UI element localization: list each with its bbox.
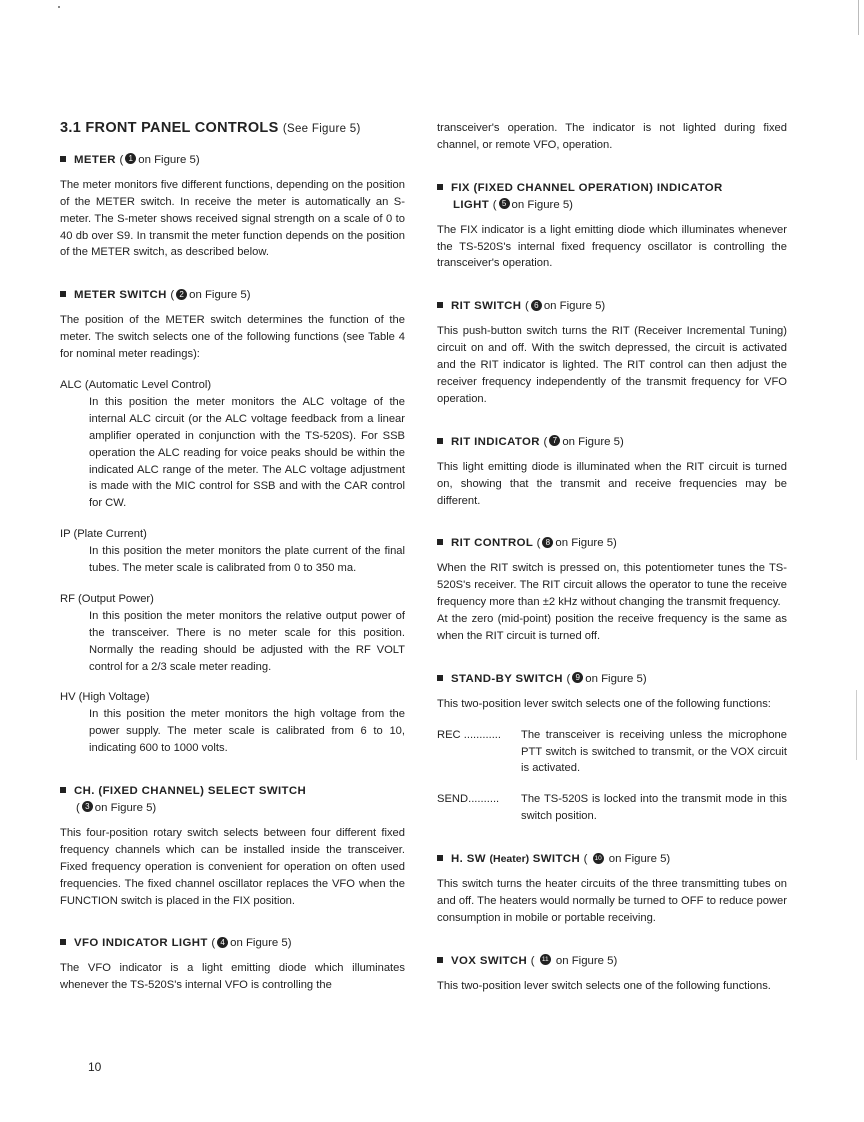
callout-number-icon: 1 [125, 153, 136, 164]
send-value: The TS-520S is locked into the transmit mode in this switch position. [521, 793, 787, 823]
bullet-icon [60, 291, 66, 297]
scan-edge-line [856, 690, 857, 760]
meter-body: The meter monitors five different functions, depending on the position of the METER switch. In receive the meter is automatically an S-meter. The S-meter shows received signal strength on a scale of 0 to 40 db over S9. In transmit the meter function depends on the position of the METER switch, as described below. [60, 178, 405, 259]
bullet-icon [437, 438, 443, 444]
heading-ref: on Figure 5) [94, 802, 157, 814]
bullet-icon [437, 184, 443, 190]
ip-body: In this position the meter monitors the plate current of the final tubes. The meter scale is calibrated from 0 to 350 ma. [89, 545, 405, 575]
heading-ref: on Figure 5) [555, 954, 618, 967]
vfo-light-heading: VFO INDICATOR LIGHT ( 4 on Figure 5) [60, 935, 405, 952]
rf-body: In this position the meter monitors the relative output power of the transceiver. There is no meter scale for this position. Normally the reading should be adjusted with the RF VOLT control for a 2/3 scale meter reading. [89, 609, 405, 673]
callout-number-icon: 10 [594, 854, 602, 862]
rf-term: RF (Output Power) [60, 592, 154, 605]
heater-body: This switch turns the heater circuits of the three transmitting tubes on and off. The heaters would normally be turned to OFF to reduce power consumption in mobile or portable receiving. [437, 878, 787, 924]
heading-text: RIT INDICATOR [451, 435, 540, 448]
heading-ref: on Figure 5) [585, 672, 647, 685]
alc-body: In this position the meter monitors the ALC voltage of the internal ALC circuit (or the ALC voltage feedback from a linear amplifier operated in conjunction with the TS-520S). For SSB operation the ALC reading for voice peaks should be within the indicated ALC range of the meter. The ALC voltage adjustment is made with the MIC control for SSB and with the CAR control for CW. [89, 395, 405, 510]
left-column [60, 120, 405, 994]
fix-light-body: The FIX indicator is a light emitting diode which illuminates whenever the TS-520S's internal fixed frequency oscillator is controlling the transceiver's operation. [437, 223, 787, 270]
heading-text: H. SW [451, 853, 486, 866]
scan-edge-line [858, 0, 859, 35]
ch-switch-heading: CH. (FIXED CHANNEL) SELECT SWITCH ( 3 on Figure 5) [60, 783, 405, 817]
standby-body: This two-position lever switch selects one of the following functions: [437, 697, 771, 710]
heading-ref: on Figure 5) [543, 300, 606, 313]
rit-control-heading: RIT CONTROL ( 8 on Figure 5) [437, 535, 787, 552]
callout-number-icon: 3 [82, 801, 93, 812]
section-title-text: 3.1 FRONT PANEL CONTROLS [60, 120, 279, 136]
callout-number-icon: 5 [499, 198, 510, 209]
scan-speck [58, 6, 60, 8]
standby-heading: STAND-BY SWITCH ( 9 on Figure 5) [437, 671, 787, 688]
heater-heading: H. SW (Heater) SWITCH ( 10 on Figure 5) [437, 851, 787, 868]
heading-text: RIT SWITCH [451, 300, 522, 313]
page-number: 10 [88, 1060, 102, 1074]
section-title-ref: (See Figure 5) [282, 123, 361, 135]
bullet-icon [437, 302, 443, 308]
heading-ref: on Figure 5) [138, 153, 200, 166]
heading-text: (Heater) [489, 853, 530, 866]
vox-body: This two-position lever switch selects one of the following functions. [437, 979, 771, 992]
rec-value: The transceiver is receiving unless the microphone PTT switch is switched to transmit, or the VOX circuit is activated. [521, 728, 787, 775]
continued-text: transceiver's operation. The indicator is not lighted during fixed channel, or remote VFO, operation. [437, 122, 787, 151]
right-column [437, 120, 787, 995]
hv-term: HV (High Voltage) [60, 691, 150, 704]
heading-ref: on Figure 5) [562, 435, 624, 448]
callout-number-icon: 6 [531, 300, 542, 311]
heading-text: FIX (FIXED CHANNEL OPERATION) INDICATOR [451, 181, 723, 194]
heading-text: VFO INDICATOR LIGHT [74, 937, 208, 950]
bullet-icon [437, 675, 443, 681]
rit-indicator-heading: RIT INDICATOR ( 7 on Figure 5) [437, 434, 787, 451]
heading-text: RIT CONTROL [451, 537, 534, 550]
callout-number-icon: 11 [540, 954, 551, 965]
heading-text: CH. (FIXED CHANNEL) SELECT SWITCH [74, 785, 307, 798]
ip-term: IP (Plate Current) [60, 528, 147, 541]
bullet-icon [437, 957, 443, 963]
fix-light-heading: FIX (FIXED CHANNEL OPERATION) INDICATOR LIGHT ( 5 on Figure 5) [437, 180, 787, 214]
heading-ref: on Figure 5) [608, 853, 671, 866]
bullet-icon [60, 787, 66, 793]
hv-body: In this position the meter monitors the high voltage from the power supply. The meter scale is calibrated from 6 to 10, indicating 600 to 1000 volts. [89, 708, 405, 755]
section-title [60, 120, 405, 138]
rit-control-body: When the RIT switch is pressed on, this potentiometer tunes the TS-520S's receiver. The RIT circuit allows the operator to tune the receive frequency more than ±2 kHz without changing the transmit frequency. [437, 562, 787, 609]
vox-heading: VOX SWITCH ( 11 on Figure 5) [437, 953, 787, 970]
send-key: SEND.......... [437, 793, 500, 806]
rec-key: REC ............ [437, 728, 502, 741]
callout-number-icon: 8 [542, 537, 553, 548]
bullet-icon [60, 939, 66, 945]
heading-text: STAND-BY SWITCH [451, 672, 563, 685]
heading-text: METER SWITCH [74, 289, 167, 302]
meter-switch-body: The position of the METER switch determines the function of the meter. The switch selects one of the following functions (see Table 4 for nominal meter readings): [60, 314, 405, 361]
heading-ref: on Figure 5) [555, 537, 617, 550]
vfo-light-body: The VFO indicator is a light emitting diode which illuminates whenever the TS-520S's internal VFO is controlling the [60, 962, 405, 992]
send-definition [437, 791, 787, 825]
bullet-icon [437, 539, 443, 545]
heading-ref: on Figure 5) [189, 289, 251, 302]
callout-number-icon: 2 [176, 289, 187, 300]
meter-heading: METER ( 1 on Figure 5) [60, 152, 405, 169]
heading-ref: on Figure 5) [230, 937, 292, 950]
bullet-icon [60, 156, 66, 162]
heading-text: METER [74, 153, 116, 166]
heading-text: LIGHT [453, 198, 490, 211]
callout-number-icon: 7 [549, 435, 560, 446]
meter-switch-heading: METER SWITCH ( 2 on Figure 5) [60, 287, 405, 304]
rit-switch-heading: RIT SWITCH ( 6 on Figure 5) [437, 298, 787, 315]
callout-number-icon: 9 [572, 672, 583, 683]
rec-definition [437, 727, 787, 778]
rit-indicator-body: This light emitting diode is illuminated when the RIT circuit is turned on, showing that the transmit and receive frequencies may be different. [437, 460, 787, 507]
bullet-icon [437, 855, 443, 861]
callout-number-icon: 4 [217, 937, 228, 948]
rit-control-body-2: At the zero (mid-point) position the receive frequency is the same as when the RIT circuit is turned off. [437, 613, 787, 642]
heading-text: VOX SWITCH [451, 954, 528, 967]
ch-switch-body: This four-position rotary switch selects between four different fixed frequency channels which can be installed inside the transceiver. Fixed frequency operation is convenient for operation on often used frequencies. The fixed channel oscillator replaces the VFO when the FUNCTION switch is placed in the FIX position. [60, 826, 405, 907]
heading-ref: on Figure 5) [511, 198, 573, 211]
heading-text: SWITCH [532, 853, 581, 866]
rit-switch-body: This push-button switch turns the RIT (Receiver Incremental Tuning) circuit on and off. With the switch depressed, the circuit is activated and the RIT indicator is lighted. The RIT control can then adjust the receiver frequency independently of the transmit frequency for VFO operation. [437, 325, 787, 405]
alc-term: ALC (Automatic Level Control) [60, 378, 212, 391]
